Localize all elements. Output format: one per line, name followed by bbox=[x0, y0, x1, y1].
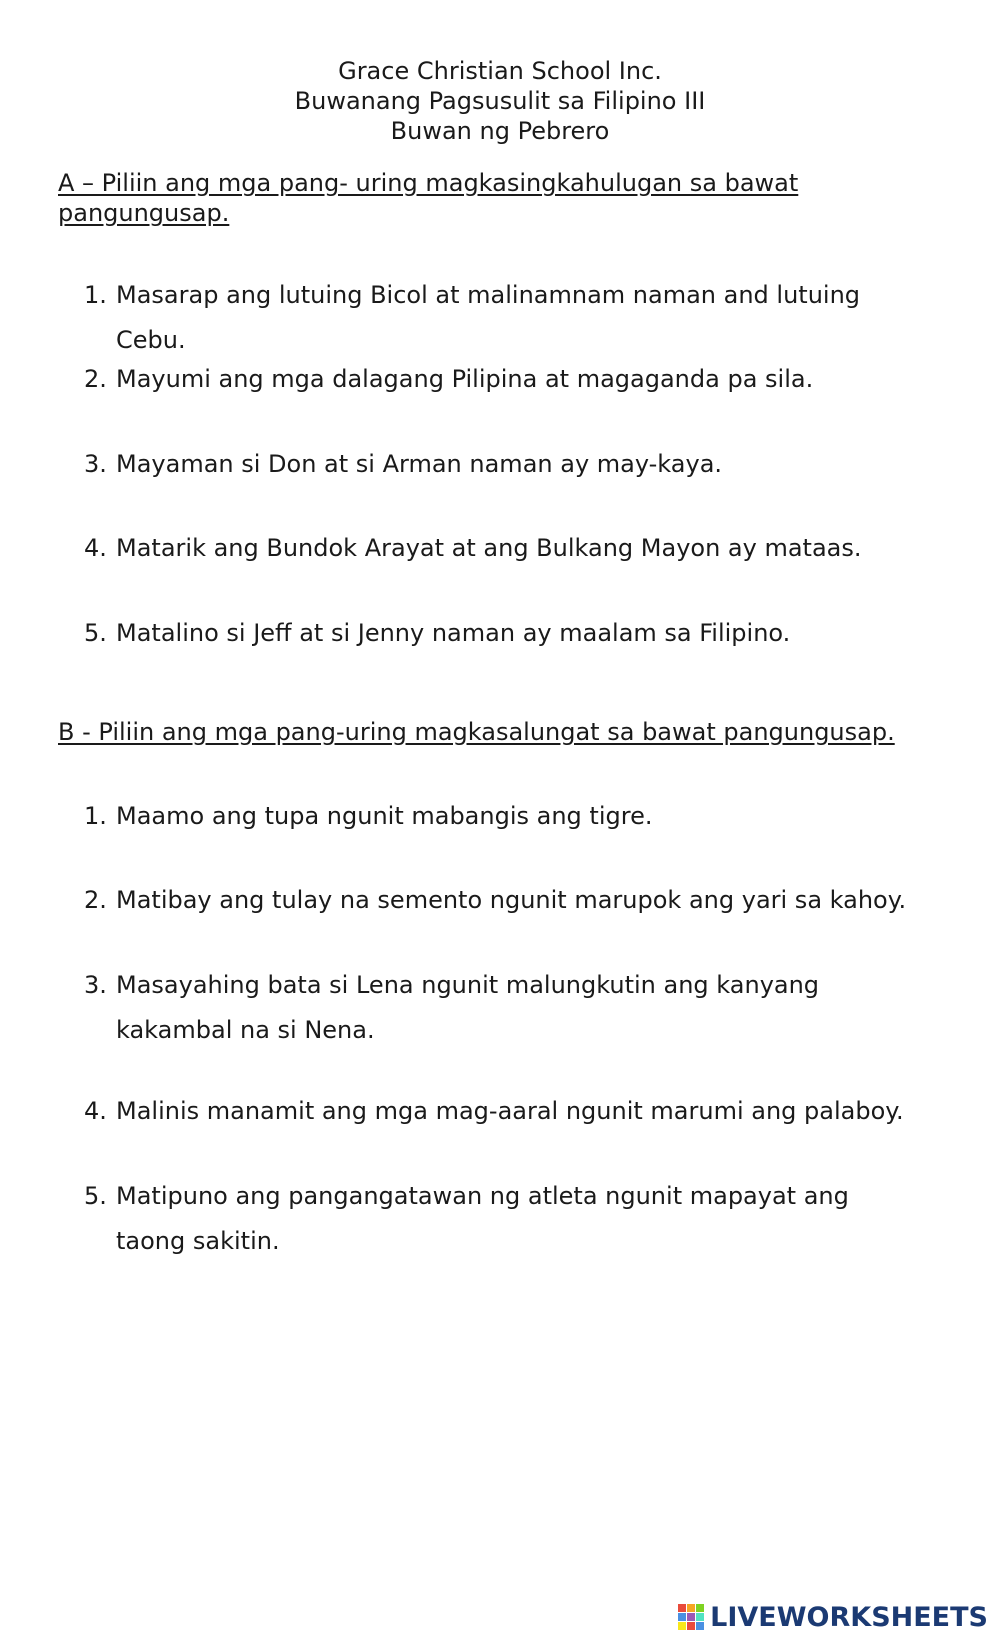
section-a-title: A – Piliin ang mga pang- uring magkasingkahulugan sa bawat pangungusap. bbox=[58, 169, 799, 227]
section-a-item bbox=[84, 611, 914, 656]
item-text: Malinis manamit ang mga mag-aaral ngunit marumi ang palaboy. bbox=[116, 1097, 904, 1125]
school-name: Grace Christian School Inc. bbox=[338, 57, 662, 85]
test-month: Buwan ng Pebrero bbox=[390, 117, 610, 145]
section-b-item bbox=[84, 1174, 914, 1264]
section-b-item bbox=[84, 878, 914, 923]
section-a-item bbox=[84, 526, 914, 571]
section-a-item bbox=[84, 442, 914, 487]
item-number: 4. bbox=[84, 1097, 107, 1125]
item-text: Masayahing bata si Lena ngunit malungkutin ang kanyang kakambal na si Nena. bbox=[116, 971, 820, 1044]
liveworksheets-logo[interactable] bbox=[678, 1597, 988, 1637]
section-b-item bbox=[84, 1089, 914, 1134]
item-number: 5. bbox=[84, 619, 107, 647]
section-b-item bbox=[84, 963, 914, 1053]
item-number: 1. bbox=[84, 802, 107, 830]
section-a-item bbox=[84, 357, 914, 402]
item-text: Matalino si Jeff at si Jenny naman ay maalam sa Filipino. bbox=[116, 619, 791, 647]
item-text: Matibay ang tulay na semento ngunit marupok ang yari sa kahoy. bbox=[116, 886, 907, 914]
item-text: Masarap ang lutuing Bicol at malinamnam naman and lutuing Cebu. bbox=[116, 281, 861, 354]
item-number: 4. bbox=[84, 534, 107, 562]
item-text: Maamo ang tupa ngunit mabangis ang tigre. bbox=[116, 802, 653, 830]
item-number: 3. bbox=[84, 971, 107, 999]
section-b-item bbox=[84, 794, 914, 839]
item-number: 1. bbox=[84, 281, 107, 309]
item-text: Mayaman si Don at si Arman naman ay may-kaya. bbox=[116, 450, 723, 478]
logo-icon bbox=[678, 1604, 704, 1630]
brand-name: LIVEWORKSHEETS bbox=[710, 1601, 988, 1633]
item-number: 3. bbox=[84, 450, 107, 478]
test-title: Buwanang Pagsusulit sa Filipino III bbox=[294, 87, 706, 115]
item-text: Mayumi ang mga dalagang Pilipina at magaganda pa sila. bbox=[116, 365, 814, 393]
document-header bbox=[0, 56, 1000, 146]
section-a-item bbox=[84, 273, 914, 363]
item-text: Matarik ang Bundok Arayat at ang Bulkang Mayon ay mataas. bbox=[116, 534, 862, 562]
item-number: 2. bbox=[84, 365, 107, 393]
item-number: 5. bbox=[84, 1182, 107, 1210]
item-text: Matipuno ang pangangatawan ng atleta ngunit mapayat ang taong sakitin. bbox=[116, 1182, 849, 1255]
section-b-title: B - Piliin ang mga pang-uring magkasalungat sa bawat pangungusap. bbox=[58, 718, 895, 746]
item-number: 2. bbox=[84, 886, 107, 914]
